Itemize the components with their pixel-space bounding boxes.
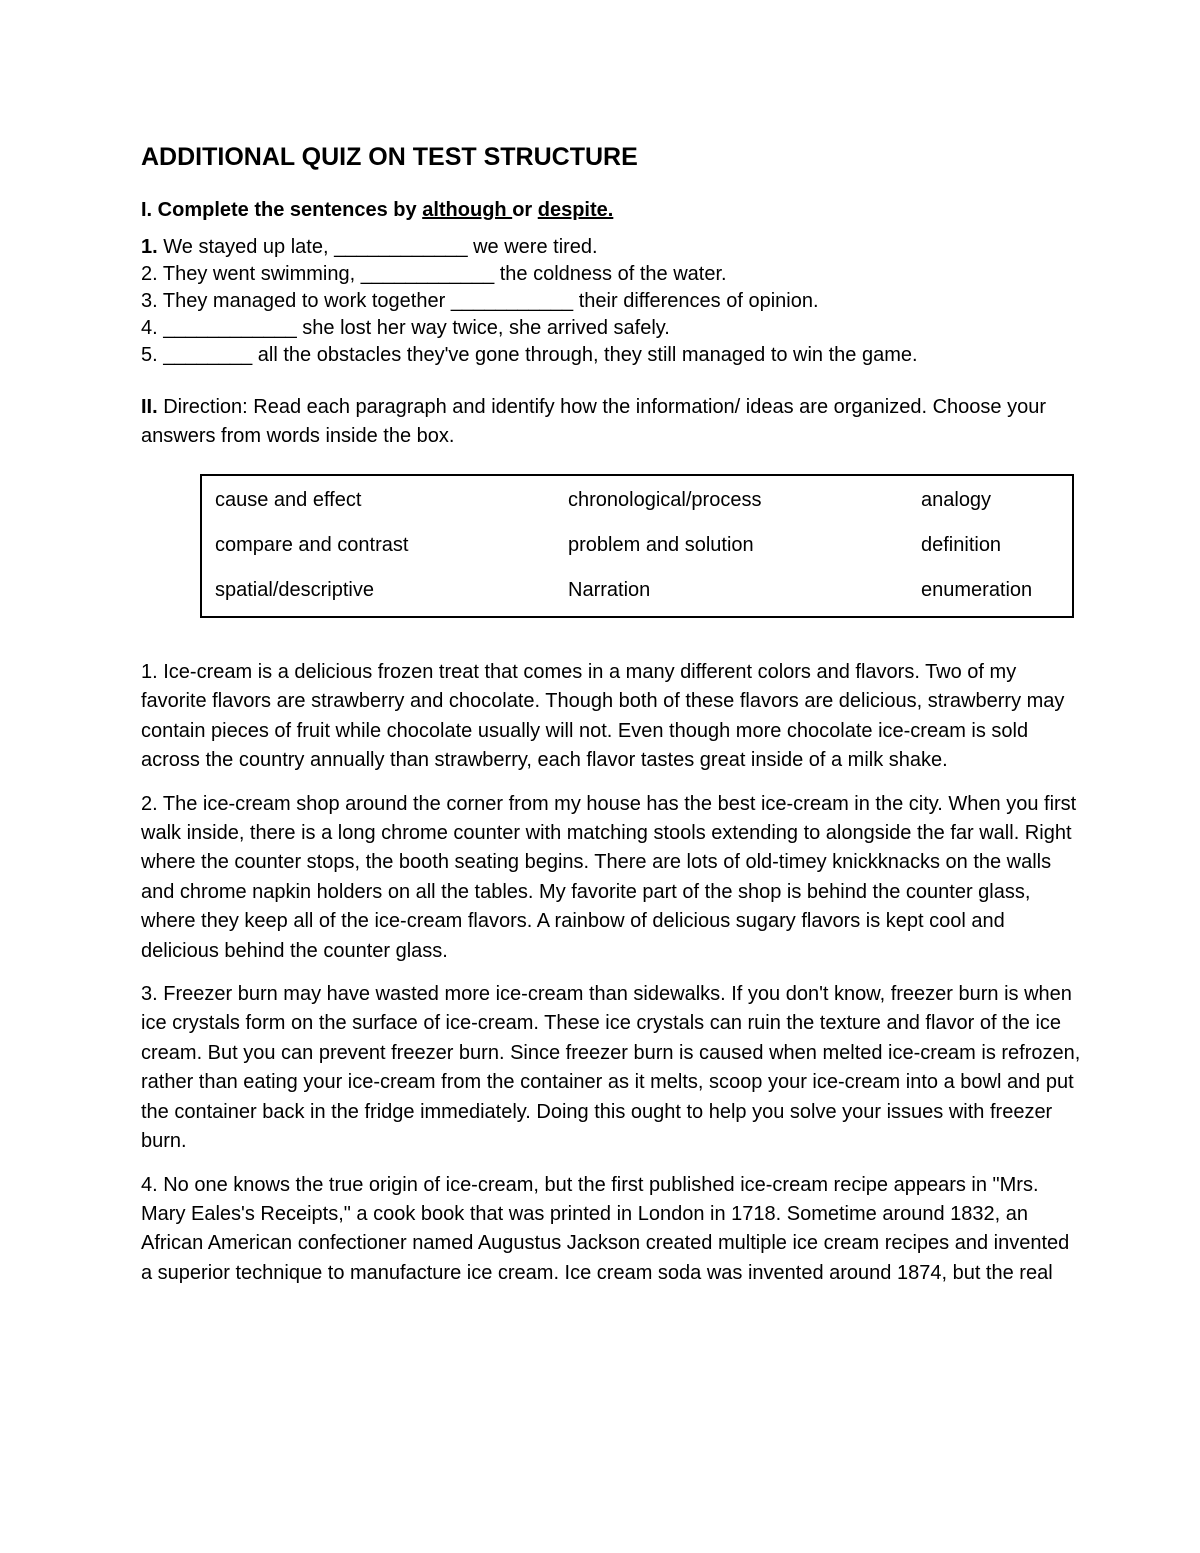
passage-3: 3. Freezer burn may have wasted more ice-cream than sidewalks. If you don't know, freezer burn is when ice crystals form on the surface of ice-cream. These ice crystals can ruin the texture and flavor of the ice cream. But you can prevent freezer burn. Since freezer burn is caused when melted ice-cream is refrozen, rather than eating your ice-cream from the container as it melts, scoop your ice-cream into a bowl and put the container back in the fridge immediately. Doing this ought to help you solve your issues with freezer burn.: [141, 983, 1081, 1153]
answer-choice: analogy: [921, 489, 992, 511]
question-item: [141, 288, 1081, 315]
part1-heading-mid: or: [512, 199, 538, 221]
part2-label: II.: [141, 396, 158, 418]
passage-4: 4. No one knows the true origin of ice-cream, but the first published ice-cream recipe appears in "Mrs. Mary Eales's Receipts," a cook book that was printed in London in 1718. Sometime around 1832, an African American confectioner named Augustus Jackson created multiple ice cream recipes and invented a superior technique to manufacture ice cream. Ice cream soda was invented around 1874, but the real: [141, 1173, 1070, 1284]
answer-choice: definition: [921, 534, 1002, 556]
answer-choice: cause and effect: [215, 489, 362, 511]
question-item: [141, 315, 1081, 342]
question-text: ________ all the obstacles they've gone through, they still managed to win the game.: [157, 344, 918, 366]
answer-choices-row: [202, 523, 1072, 568]
answer-choices-box: [200, 474, 1074, 618]
worksheet-page: [141, 140, 1081, 1302]
question-item: [141, 342, 1081, 369]
answer-choice: compare and contrast: [215, 534, 409, 556]
passage-1: 1. Ice-cream is a delicious frozen treat that comes in a many different colors and flavors. Two of my favorite flavors are strawberry and chocolate. Though both of these flavors are delicious, strawberry may contain pieces of fruit while chocolate usually will not. Even though more chocolate ice-cream is sold across the country annually than strawberry, each flavor tastes great inside of a milk shake.: [141, 661, 1065, 772]
question-number: 2.: [141, 263, 158, 285]
question-item: [141, 261, 1081, 288]
answer-choices-row: [202, 568, 1072, 613]
part2-direction-text: Direction: Read each paragraph and identify how the information/ ideas are organized. Choose your answers from words inside the box.: [141, 396, 1046, 447]
part1-question-list: [141, 234, 1081, 369]
question-number: 1.: [141, 236, 158, 258]
part2-direction: [141, 393, 1081, 451]
question-text: They managed to work together ___________ their differences of opinion.: [157, 290, 819, 312]
question-number: 3.: [141, 290, 158, 312]
answer-choice: Narration: [568, 579, 651, 601]
answer-choice: problem and solution: [568, 534, 754, 556]
question-text: They went swimming, ____________ the coldness of the water.: [157, 263, 727, 285]
question-number: 4.: [141, 317, 158, 339]
answer-choice: chronological/process: [568, 489, 762, 511]
passage-2: 2. The ice-cream shop around the corner from my house has the best ice-cream in the city. When you first walk inside, there is a long chrome counter with matching stools extending to alongside the far wall. Right where the counter stops, the booth seating begins. There are lots of old-timey knickknacks on the walls and chrome napkin holders on all the tables. My favorite part of the shop is behind the counter glass, where they keep all of the ice-cream flavors. A rainbow of delicious sugary flavors is kept cool and delicious behind the counter glass.: [141, 792, 1077, 962]
question-text: We stayed up late, ____________ we were tired.: [157, 236, 598, 258]
answer-choice: enumeration: [921, 579, 1033, 601]
page-title: ADDITIONAL QUIZ ON TEST STRUCTURE: [141, 143, 638, 171]
part1-heading-prefix: I. Complete the sentences by: [141, 199, 423, 221]
question-number: 5.: [141, 344, 158, 366]
part1-word-despite: despite.: [537, 199, 614, 221]
question-item: [141, 234, 1081, 261]
part1-heading: [141, 196, 1081, 224]
answer-choices-row: [202, 478, 1072, 523]
answer-choice: spatial/descriptive: [215, 579, 374, 601]
part1-word-although: although: [422, 199, 513, 221]
question-text: ____________ she lost her way twice, she arrived safely.: [157, 317, 670, 339]
